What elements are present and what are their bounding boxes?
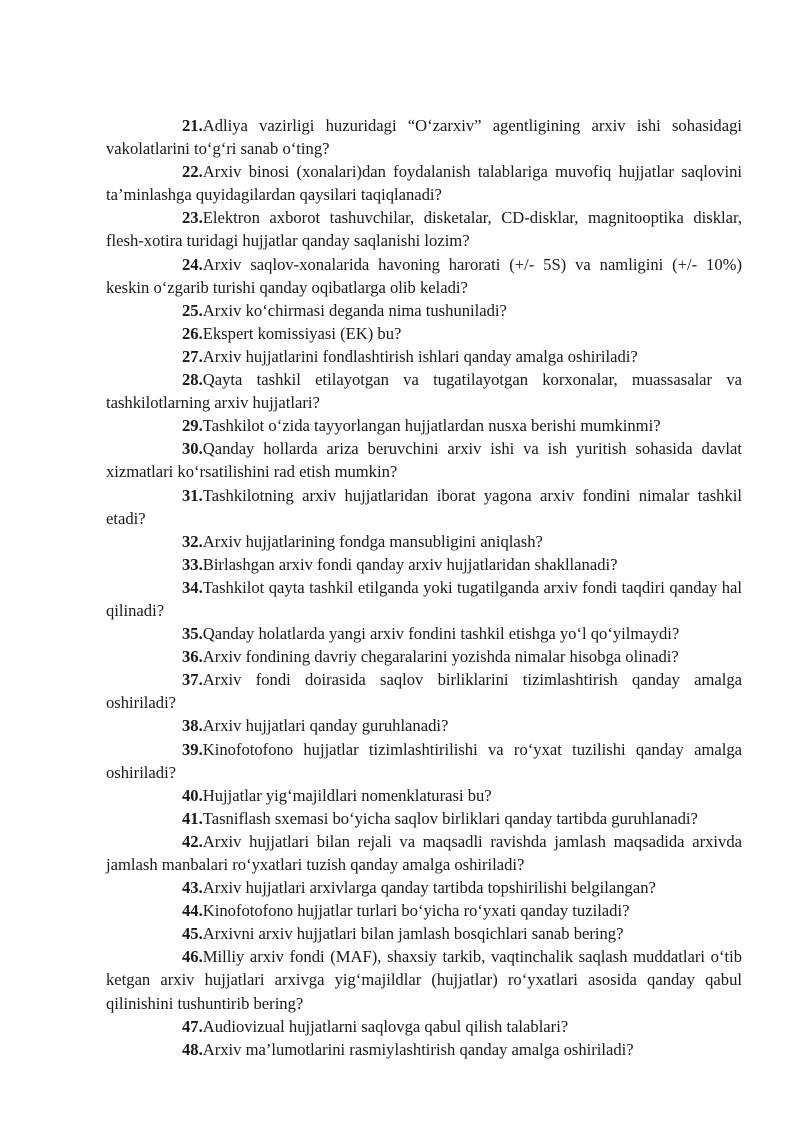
question-item — [106, 414, 742, 437]
question-number: 34. — [182, 577, 203, 597]
question-text: Arxiv hujjatlarining fondga mansubligini aniqlash? — [202, 531, 543, 551]
question-text: Tashkilot qayta tashkil etilganda yoki tugatilganda arxiv fondi taqdiri qanday hal qilinadi? — [106, 577, 742, 620]
question-text: Tashkilotning arxiv hujjatlaridan iborat yagona arxiv fondini nimalar tashkil etadi? — [106, 485, 742, 528]
question-number: 28. — [182, 370, 203, 390]
question-text: Hujjatlar yig‘majildlari nomenklaturasi bu? — [202, 785, 492, 805]
question-item — [106, 368, 742, 414]
question-number: 33. — [182, 554, 203, 574]
question-number: 40. — [182, 785, 203, 805]
question-text: Arxiv hujjatlari bilan rejali va maqsadli ravishda jamlash maqsadida arxivda jamlash manbalari ro‘yxatlari tuzish qanday amalga oshiriladi? — [106, 831, 742, 874]
question-item — [106, 1038, 742, 1061]
question-number: 23. — [182, 208, 203, 228]
question-item — [106, 807, 742, 830]
question-number: 22. — [182, 162, 203, 182]
question-number: 35. — [182, 624, 203, 644]
question-text: Arxiv binosi (xonalari)dan foydalanish talablariga muvofiq hujjatlar saqlovini ta’minlashga quyidagilardan qaysilari taqiqlanadi? — [106, 162, 742, 205]
question-item — [106, 345, 742, 368]
question-item — [106, 945, 742, 1014]
question-text: Arxiv ko‘chirmasi deganda nima tushuniladi? — [202, 300, 507, 320]
question-text: Arxiv saqlov-xonalarida havoning harorati (+/- 5S) va namligini (+/- 10%) keskin o‘zgarib turishi qanday oqibatlarga olib keladi? — [106, 254, 742, 297]
question-text: Qayta tashkil etilayotgan va tugatilayotgan korxonalar, muassasalar va tashkilotlarning arxiv hujjatlari? — [106, 370, 742, 413]
question-item — [106, 668, 742, 714]
question-number: 21. — [182, 116, 203, 135]
question-item — [106, 114, 742, 160]
question-number: 37. — [182, 670, 203, 690]
question-number: 29. — [182, 416, 203, 436]
question-item — [106, 160, 742, 206]
question-item — [106, 876, 742, 899]
question-number: 38. — [182, 716, 203, 736]
question-text: Qanday hollarda ariza beruvchini arxiv ishi va ish yuritish sohasida davlat xizmatlari ko‘rsatilishini rad etish mumkin? — [106, 439, 742, 482]
question-item — [106, 206, 742, 252]
question-number: 24. — [182, 254, 203, 274]
question-item — [106, 553, 742, 576]
question-text: Elektron axborot tashuvchilar, disketalar, CD-disklar, magnitooptika disklar, flesh-xotira turidagi hujjatlar qanday saqlanishi lozim? — [106, 208, 742, 251]
question-item — [106, 253, 742, 299]
question-number: 47. — [182, 1016, 203, 1036]
question-item — [106, 437, 742, 483]
question-item — [106, 322, 742, 345]
question-text: Birlashgan arxiv fondi qanday arxiv hujjatlaridan shakllanadi? — [202, 554, 618, 574]
question-item — [106, 784, 742, 807]
question-text: Arxiv hujjatlari qanday guruhlanadi? — [202, 716, 449, 736]
question-number: 26. — [182, 323, 203, 343]
question-number: 42. — [182, 831, 203, 851]
question-number: 39. — [182, 739, 203, 759]
question-number: 48. — [182, 1039, 203, 1059]
question-text: Arxiv hujjatlari arxivlarga qanday tartibda topshirilishi belgilangan? — [202, 878, 656, 898]
question-number: 30. — [182, 439, 203, 459]
question-item — [106, 830, 742, 876]
question-number: 27. — [182, 346, 203, 366]
question-item — [106, 714, 742, 737]
question-item — [106, 530, 742, 553]
question-text: Arxiv hujjatlarini fondlashtirish ishlari qanday amalga oshiriladi? — [202, 346, 638, 366]
question-item — [106, 1015, 742, 1038]
question-number: 25. — [182, 300, 203, 320]
question-item — [106, 622, 742, 645]
question-text: Ekspert komissiyasi (EK) bu? — [202, 323, 402, 343]
question-list — [106, 114, 742, 1061]
question-text: Milliy arxiv fondi (MAF), shaxsiy tarkib, vaqtinchalik saqlash muddatlari o‘tib ketgan arxiv hujjatlari arxivga yig‘majildlar (hujjatlar) ro‘yxatlari asosida qanday qabul qilinishini tushuntirib bering? — [106, 947, 742, 1013]
question-text: Arxiv fondi doirasida saqlov birliklarini tizimlashtirish qanday amalga oshiriladi? — [106, 670, 742, 713]
question-text: Kinofotofono hujjatlar turlari bo‘yicha ro‘yxati qanday tuziladi? — [202, 901, 630, 921]
question-item — [106, 299, 742, 322]
question-number: 32. — [182, 531, 203, 551]
question-item — [106, 738, 742, 784]
question-text: Tasniflash sxemasi bo‘yicha saqlov birliklari qanday tartibda guruhlanadi? — [202, 808, 698, 828]
question-text: Arxivni arxiv hujjatlari bilan jamlash bosqichlari sanab bering? — [202, 924, 624, 944]
question-text: Arxiv ma’lumotlarini rasmiylashtirish qanday amalga oshiriladi? — [202, 1039, 634, 1059]
question-text: Audiovizual hujjatlarni saqlovga qabul qilish talablari? — [202, 1016, 569, 1036]
question-item — [106, 899, 742, 922]
question-item — [106, 922, 742, 945]
question-text: Adliya vazirligi huzuridagi “O‘zarxiv” agentligining arxiv ishi sohasidagi vakolatlarini to‘g‘ri sanab o‘ting? — [106, 116, 742, 159]
question-number: 43. — [182, 878, 203, 898]
question-number: 45. — [182, 924, 203, 944]
question-item — [106, 484, 742, 530]
question-number: 44. — [182, 901, 203, 921]
question-text: Kinofotofono hujjatlar tizimlashtirilishi va ro‘yxat tuzilishi qanday amalga oshiriladi? — [106, 739, 742, 782]
question-item — [106, 576, 742, 622]
question-item — [106, 645, 742, 668]
question-number: 41. — [182, 808, 203, 828]
question-number: 31. — [182, 485, 203, 505]
question-text: Qanday holatlarda yangi arxiv fondini tashkil etishga yo‘l qo‘yilmaydi? — [202, 624, 680, 644]
question-text: Arxiv fondining davriy chegaralarini yozishda nimalar hisobga olinadi? — [202, 647, 679, 667]
question-number: 36. — [182, 647, 203, 667]
question-text: Tashkilot o‘zida tayyorlangan hujjatlardan nusxa berishi mumkinmi? — [202, 416, 661, 436]
question-number: 46. — [182, 947, 203, 967]
